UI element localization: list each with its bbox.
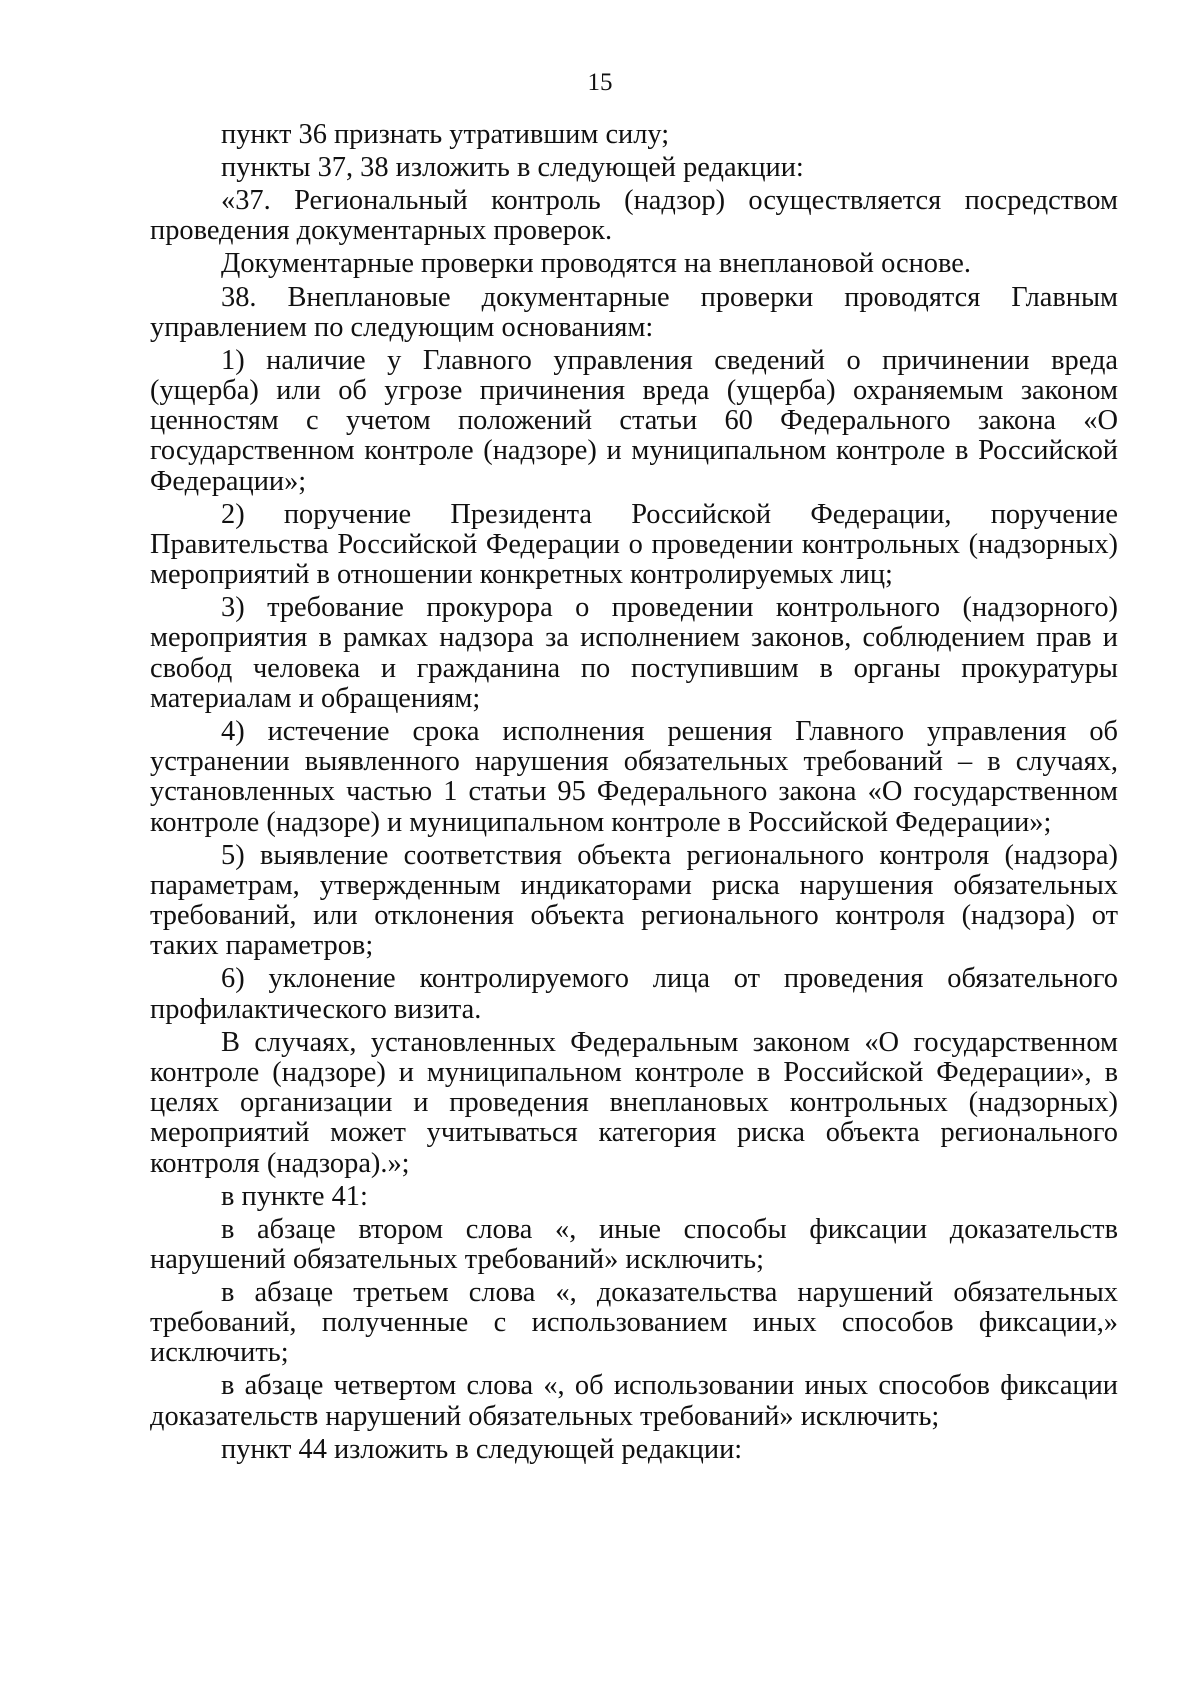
paragraph-item-41-intro: в пункте 41:: [221, 1180, 368, 1212]
list-item-6: 6) уклонение контролируемого лица от проведения обязательного профилактического визита.: [150, 963, 1118, 1025]
paragraph-item-44-intro: пункт 44 изложить в следующей редакции:: [221, 1433, 743, 1465]
paragraph-item-41-fourth: в абзаце четвертом слова «, об использовании иных способов фиксации доказательств нарушений обязательных требований» исключить;: [150, 1370, 1118, 1432]
paragraph-risk-category: В случаях, установленных Федеральным законом «О государственном контроле (надзоре) и муниципальном контроле в Российской Федерации», в целях организации и проведения внеплановых контрольных (надзорных) мероприятий может учитываться категория риска объекта регионального контроля (надзора).»;: [150, 1026, 1118, 1179]
paragraph-items-37-38-intro: пункты 37, 38 изложить в следующей редакции:: [221, 152, 804, 184]
document-body: [150, 120, 1118, 1468]
paragraph-item-41-second: в абзаце втором слова «, иные способы фиксации доказательств нарушений обязательных требований» исключить;: [150, 1213, 1118, 1275]
list-item-3: 3) требование прокурора о проведении контрольного (надзорного) мероприятия в рамках надзора за исполнением законов, соблюдением прав и свобод человека и гражданина по поступившим в органы прокуратуры материалам и обращениям;: [150, 592, 1118, 714]
list-item-2: 2) поручение Президента Российской Федерации, поручение Правительства Российской Федерации о проведении контрольных (надзорных) мероприятий в отношении конкретных контролируемых лиц;: [150, 498, 1118, 591]
list-item-4: 4) истечение срока исполнения решения Главного управления об устранении выявленного нарушения обязательных требований – в случаях, установленных частью 1 статьи 95 Федерального закона «О государственном контроле (надзоре) и муниципальном контроле в Российской Федерации»;: [150, 715, 1118, 838]
paragraph-item-37: «37. Региональный контроль (надзор) осуществляется посредством проведения документарных проверок.: [150, 185, 1118, 247]
paragraph-unscheduled-basis: Документарные проверки проводятся на внеплановой основе.: [221, 248, 971, 280]
paragraph-item-41-third: в абзаце третьем слова «, доказательства нарушений обязательных требований, полученные с использованием иных способов фиксации,» исключить;: [150, 1276, 1118, 1369]
paragraph-item-38: 38. Внеплановые документарные проверки проводятся Главным управлением по следующим основаниям:: [150, 281, 1118, 343]
paragraph-item-36-repeal: пункт 36 признать утратившим силу;: [221, 119, 670, 150]
list-item-5: 5) выявление соответствия объекта регионального контроля (надзора) параметрам, утвержденным индикаторами риска нарушения обязательных требований, или отклонения объекта регионального контроля (надзора) от таких параметров;: [150, 839, 1118, 962]
page-number: 15: [587, 69, 613, 96]
list-item-1: 1) наличие у Главного управления сведений о причинении вреда (ущерба) или об угрозе причинения вреда (ущерба) охраняемым законом ценностям с учетом положений статьи 60 Федерального закона «О государственном контроле (надзоре) и муниципальном контроле в Российской Федерации»;: [150, 344, 1118, 497]
